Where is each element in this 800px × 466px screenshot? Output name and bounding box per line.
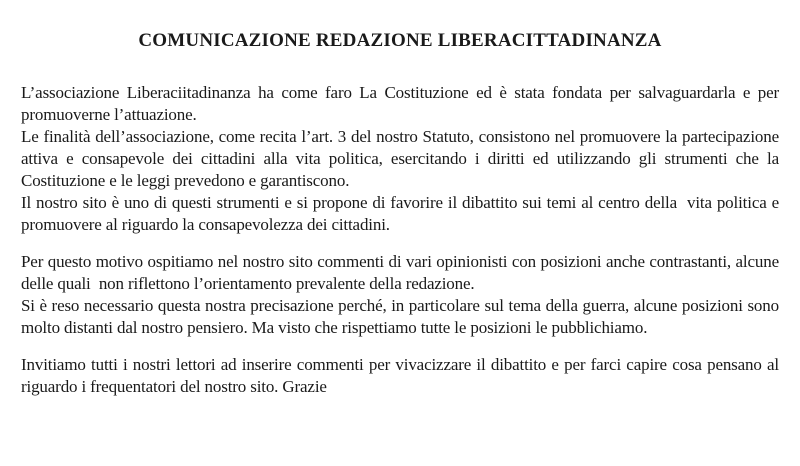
paragraph: Invitiamo tutti i nostri lettori ad inserire commenti per vivacizzare il dibattito e per farci capire cosa pensano al riguardo i frequentatori del nostro sito. Grazie bbox=[21, 355, 784, 396]
paragraph: Si è reso necessario questa nostra precisazione perché, in particolare sul tema della guerra, alcune posizioni sono molto distanti dal nostro pensiero. Ma visto che rispettiamo tutte le posizioni le pubblichiamo. bbox=[21, 296, 788, 337]
paragraph: L’associazione Liberaciitadinanza ha come faro La Costituzione ed è stata fondata per salvaguardarla e per promuoverne l’attuazione. bbox=[21, 83, 784, 124]
paragraph: Il nostro sito è uno di questi strumenti e si propone di favorire il dibattito sui temi al centro della vita politica e promuovere al riguardo la consapevolezza dei cittadini. bbox=[21, 193, 784, 234]
paragraph: Per questo motivo ospitiamo nel nostro sito commenti di vari opinionisti con posizioni anche contrastanti, alcune delle quali non riflettono l’orientamento prevalente della redazione. bbox=[21, 252, 784, 293]
paragraph: Le finalità dell’associazione, come recita l’art. 3 del nostro Statuto, consistono nel promuovere la partecipazione attiva e consapevole dei cittadini alla vita politica, esercitando i diritti ed utilizzando gli strumenti che la Costituzione e le leggi prevedono e garantiscono. bbox=[21, 127, 784, 190]
document-body bbox=[21, 82, 788, 398]
document-title: COMUNICAZIONE REDAZIONE LIBERACITTADINANZA bbox=[138, 30, 662, 51]
